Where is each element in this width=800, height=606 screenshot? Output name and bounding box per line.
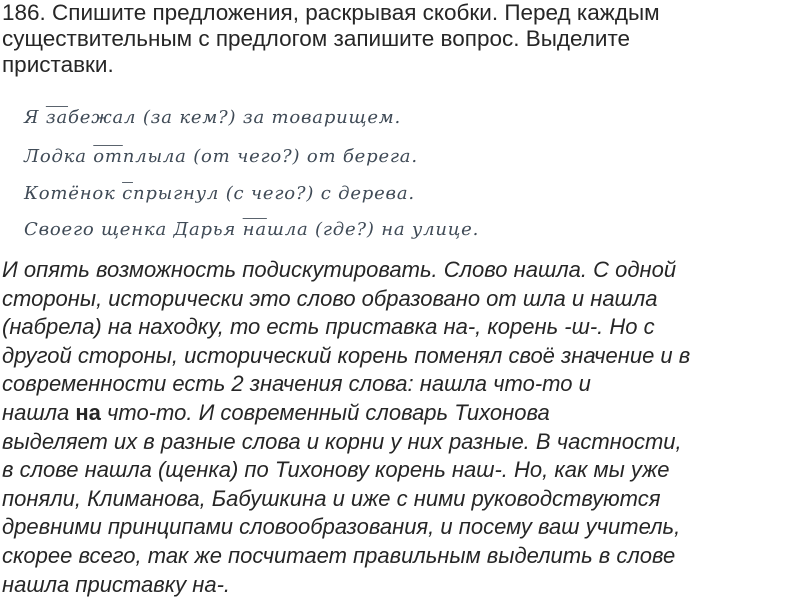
- hand-1-prefix: за: [45, 107, 69, 128]
- commentary-line-12: нашла приставку на-.: [2, 571, 231, 597]
- commentary-line-3: (набрела) на находку, то есть приставка на-, корень -ш-. Но с: [2, 314, 655, 340]
- commentary-line-8: в слове нашла (щенка) по Тихонову корень наш-. Но, как мы уже: [2, 457, 670, 483]
- hand-2-prefix: от: [93, 146, 123, 167]
- commentary-line-6-start: нашла: [2, 399, 76, 425]
- commentary-line-2: стороны, исторически это слово образовано от шла и нашла: [2, 285, 658, 311]
- hand-2-after: плыла (от чего?) от берега.: [122, 146, 418, 167]
- hand-3-prefix: с: [122, 183, 133, 204]
- handwritten-sentence-3: [24, 183, 644, 204]
- hand-2-before: Лодка: [24, 146, 94, 167]
- commentary-line-6: [2, 399, 798, 428]
- hand-3-before: Котёнок: [24, 183, 123, 204]
- task-line-3: приставки.: [2, 52, 114, 77]
- commentary-line-9: поняли, Климанова, Бабушкина и иже с ними руководствуются: [2, 485, 661, 511]
- commentary-line-1: И опять возможность подискутировать. Слово нашла. С одной: [2, 257, 677, 282]
- commentary-line-5: современности есть 2 значения слова: нашла что-то и: [2, 371, 591, 397]
- handwritten-sentence-2: [24, 146, 644, 167]
- task-line-1: 186. Спишите предложения, раскрывая скобки. Перед каждым: [2, 0, 660, 25]
- commentary-paragraph: [2, 256, 798, 599]
- commentary-line-7: выделяет их в разные слова и корни у них разные. В частности,: [2, 428, 682, 454]
- hand-4-prefix: на: [242, 219, 267, 240]
- handwritten-sentence-4: [24, 219, 644, 240]
- hand-3-after: прыгнул (с чего?) с дерева.: [132, 183, 415, 204]
- commentary-line-11: скорее всего, так же посчитает правильным выделить в слове: [2, 542, 676, 568]
- task-line-2: существительным с предлогом запишите вопрос. Выделите: [2, 26, 631, 51]
- commentary-line-10: древними принципами словообразования, и посему ваш учитель,: [2, 514, 681, 540]
- commentary-line-6-end: что-то. И современный словарь Тихонова: [100, 399, 550, 425]
- exercise-task: [2, 0, 794, 78]
- hand-4-before: Своего щенка Дарья: [24, 219, 243, 240]
- hand-1-before: Я: [24, 107, 46, 128]
- handwritten-sentence-1: [24, 107, 644, 128]
- commentary-bold-prefix: на: [75, 399, 101, 425]
- hand-1-after: бежал (за кем?) за товарищем.: [68, 107, 402, 128]
- commentary-line-4: другой стороны, исторический корень поменял своё значение и в: [2, 342, 691, 368]
- hand-4-after: шла (где?) на улице.: [266, 219, 480, 240]
